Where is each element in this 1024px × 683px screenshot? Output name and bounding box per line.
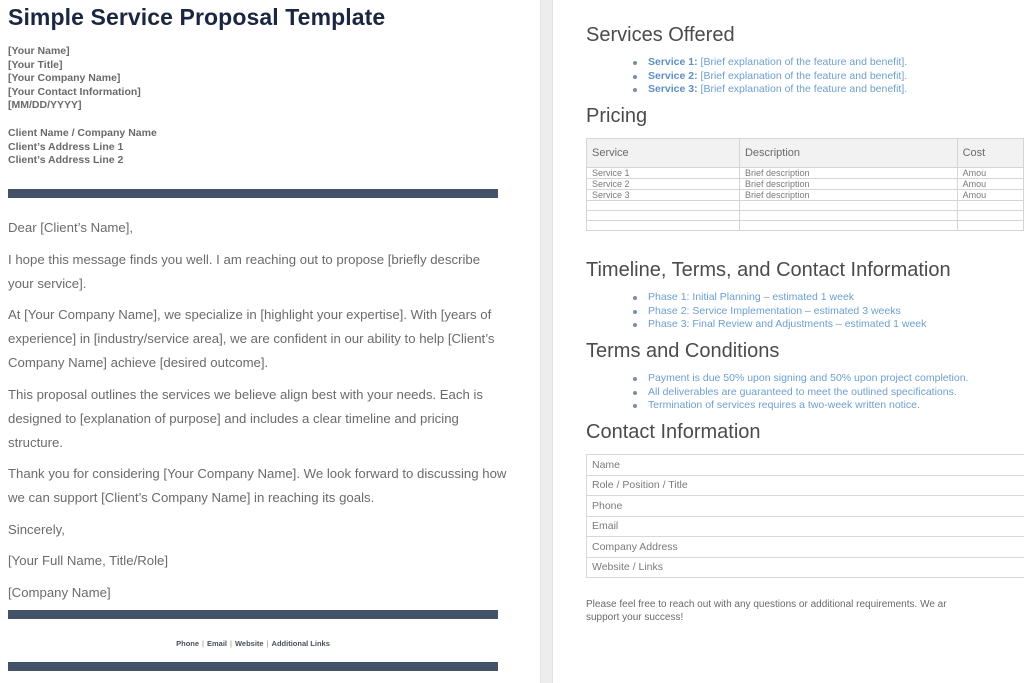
service-item bbox=[633, 83, 907, 97]
sender-title: [Your Title] bbox=[8, 58, 63, 71]
cell-empty bbox=[739, 221, 957, 231]
page-gutter bbox=[540, 0, 553, 683]
footer-link-email: Email bbox=[206, 639, 227, 648]
cell-empty bbox=[957, 201, 1023, 211]
timeline-item: Phase 2: Service Implementation – estimated 3 weeks bbox=[633, 305, 926, 319]
cell-cost: Amou bbox=[957, 179, 1023, 190]
letter-paragraph: I hope this message finds you well. I am reaching out to propose [briefly describe your service]. bbox=[8, 251, 481, 291]
timeline-list bbox=[633, 291, 926, 332]
cell-service: Service 1 bbox=[587, 168, 740, 179]
cell-empty bbox=[739, 201, 957, 211]
cell-service: Service 2 bbox=[587, 179, 740, 190]
contact-field-role: Role / Position / Title bbox=[587, 475, 1024, 496]
sender-info-block bbox=[8, 45, 141, 113]
client-address-line-1: Client’s Address Line 1 bbox=[8, 140, 124, 153]
footer-link-website: Website bbox=[234, 639, 264, 648]
service-description: [Brief explanation of the feature and benefit]. bbox=[697, 56, 908, 68]
contact-field-email: Email bbox=[587, 516, 1024, 537]
cell-cost: Amou bbox=[957, 190, 1023, 201]
document-title: Simple Service Proposal Template bbox=[8, 4, 386, 30]
sender-name: [Your Name] bbox=[8, 45, 70, 57]
terms-item: Termination of services requires a two-week written notice. bbox=[633, 399, 968, 413]
contact-row bbox=[587, 455, 1024, 476]
service-label: Service 1: bbox=[648, 56, 698, 68]
terms-item: Payment is due 50% upon signing and 50% upon project completion. bbox=[633, 372, 968, 386]
closing-note bbox=[586, 598, 1024, 624]
pricing-table bbox=[586, 138, 1024, 231]
signature-company: [Company Name] bbox=[8, 584, 111, 600]
letter-paragraph: At [Your Company Name], we specialize in [highlight your expertise]. With [years of experience] in [industry/service area], we are confident in our ability to help [Client’s Company Name] achieve [desired outcome]. bbox=[8, 307, 495, 370]
column-header-service: Service bbox=[587, 139, 740, 168]
cell-empty bbox=[739, 211, 957, 221]
sender-company: [Your Company Name] bbox=[8, 72, 121, 84]
header-divider-bar bbox=[8, 189, 498, 198]
contact-row bbox=[587, 496, 1024, 517]
table-row bbox=[587, 179, 1024, 190]
contact-field-website: Website / Links bbox=[587, 557, 1024, 578]
contact-row bbox=[587, 557, 1024, 578]
footer-separator: | bbox=[230, 639, 232, 648]
sender-contact: [Your Contact Information] bbox=[8, 85, 141, 98]
cell-cost: Amou bbox=[957, 168, 1023, 179]
service-description: [Brief explanation of the feature and benefit]. bbox=[697, 83, 908, 95]
footer-link-phone: Phone bbox=[176, 639, 200, 648]
contact-field-phone: Phone bbox=[587, 496, 1024, 517]
letter-body bbox=[8, 216, 508, 612]
closing-line: support your success! bbox=[586, 612, 684, 623]
table-row bbox=[587, 190, 1024, 201]
table-row bbox=[587, 168, 1024, 179]
timeline-heading: Timeline, Terms, and Contact Information bbox=[586, 259, 951, 281]
letter-paragraph: Thank you for considering [Your Company Name]. We look forward to discussing how we can support [Client’s Company Name] in reaching its goals. bbox=[8, 466, 507, 505]
cell-description: Brief description bbox=[739, 190, 957, 201]
pricing-header-row bbox=[587, 139, 1024, 168]
footer-contact-links bbox=[8, 639, 498, 648]
cell-empty bbox=[957, 221, 1023, 231]
letter-paragraph: This proposal outlines the services we believe align best with your needs. Each is designed to [explanation of purpose] and includes a clear timeline and pricing structure. bbox=[8, 386, 484, 450]
client-name: Client Name / Company Name bbox=[8, 127, 157, 139]
footer-separator: | bbox=[266, 639, 269, 648]
cell-empty bbox=[587, 221, 740, 231]
services-list bbox=[633, 56, 907, 97]
service-label: Service 2: bbox=[648, 69, 698, 82]
contact-heading: Contact Information bbox=[586, 421, 761, 443]
service-label: Service 3: bbox=[648, 83, 698, 95]
contact-table bbox=[586, 454, 1024, 578]
cell-description: Brief description bbox=[739, 179, 957, 190]
footer-divider-bar-bottom bbox=[8, 662, 498, 671]
document-page-2 bbox=[553, 0, 1024, 683]
service-item bbox=[633, 70, 907, 84]
cell-description: Brief description bbox=[739, 168, 957, 179]
closing-line: Please feel free to reach out with any questions or additional requirements. We ar bbox=[586, 599, 947, 610]
contact-field-address: Company Address bbox=[587, 537, 1024, 558]
client-address-line-2: Client’s Address Line 2 bbox=[8, 154, 124, 166]
footer-divider-bar-top bbox=[8, 610, 498, 619]
signoff: Sincerely, bbox=[8, 521, 65, 537]
terms-item: All deliverables are guaranteed to meet the outlined specifications. bbox=[633, 386, 968, 400]
column-header-description: Description bbox=[739, 139, 957, 168]
client-info-block bbox=[8, 127, 157, 168]
services-heading: Services Offered bbox=[586, 24, 735, 46]
cell-service: Service 3 bbox=[587, 190, 740, 201]
timeline-item: Phase 1: Initial Planning – estimated 1 week bbox=[633, 291, 926, 305]
cell-empty bbox=[587, 201, 740, 211]
pricing-heading: Pricing bbox=[586, 105, 648, 127]
column-header-cost: Cost bbox=[957, 139, 1023, 168]
contact-row bbox=[587, 537, 1024, 558]
service-item bbox=[633, 56, 907, 70]
contact-field-name: Name bbox=[587, 455, 1024, 476]
contact-row bbox=[587, 475, 1024, 496]
table-row-empty bbox=[587, 201, 1024, 211]
sender-date: [MM/DD/YYYY] bbox=[8, 99, 82, 111]
terms-heading: Terms and Conditions bbox=[586, 340, 780, 362]
contact-row bbox=[587, 516, 1024, 537]
footer-separator: | bbox=[202, 639, 204, 648]
terms-list bbox=[633, 372, 968, 413]
table-row-empty bbox=[587, 211, 1024, 221]
cell-empty bbox=[957, 211, 1023, 221]
salutation: Dear [Client’s Name], bbox=[8, 220, 134, 235]
cell-empty bbox=[587, 211, 740, 221]
signature-name: [Your Full Name, Title/Role] bbox=[8, 553, 169, 568]
table-row-empty bbox=[587, 221, 1024, 231]
service-description: [Brief explanation of the feature and benefit]. bbox=[697, 69, 908, 82]
timeline-item: Phase 3: Final Review and Adjustments – estimated 1 week bbox=[633, 318, 926, 332]
footer-link-additional: Additional Links bbox=[271, 639, 330, 648]
